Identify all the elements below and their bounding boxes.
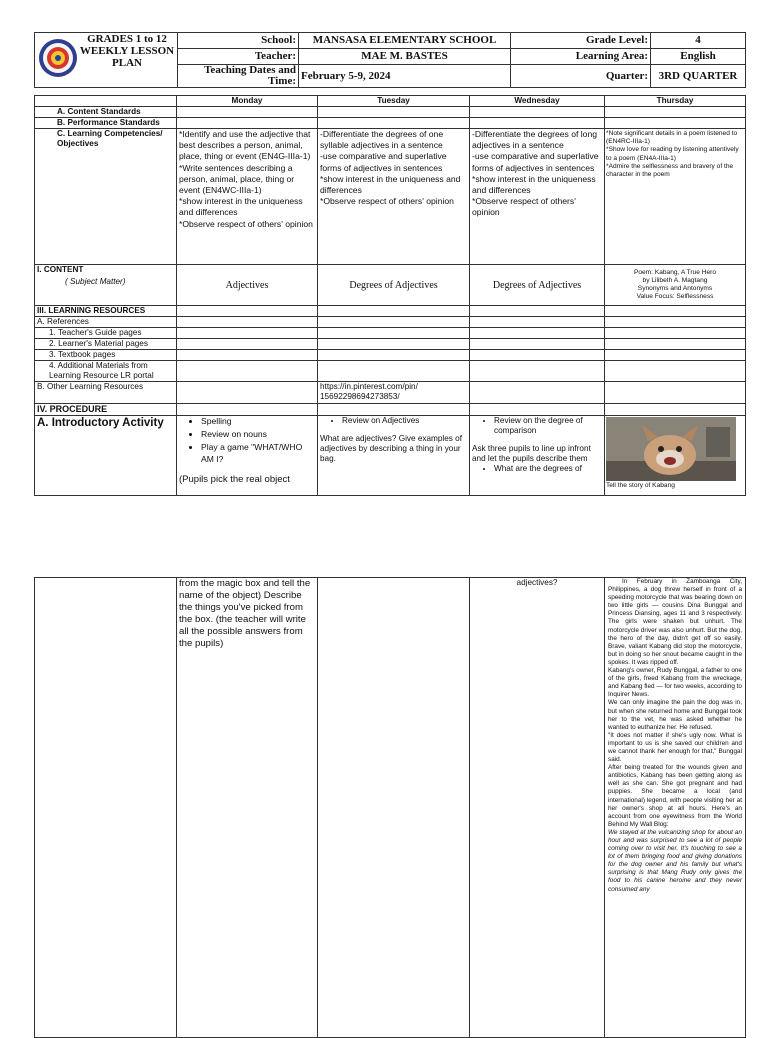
references-label: A. References	[35, 317, 177, 328]
day-tuesday: Tuesday	[318, 96, 470, 107]
day-thursday: Thursday	[605, 96, 746, 107]
school-value: MANSASA ELEMENTARY SCHOOL	[299, 33, 511, 49]
day-monday: Monday	[177, 96, 318, 107]
content-tuesday: Degrees of Adjectives	[318, 265, 470, 306]
content-wednesday: Degrees of Adjectives	[470, 265, 605, 306]
performance-standards-label: B. Performance Standards	[35, 118, 177, 129]
header-table	[34, 32, 746, 88]
competencies-tuesday: -Differentiate the degrees of one syllable adjectives in a sentence -use comparative and superlative forms of adjectives in sentences *show interest in the uniqueness and differences *Observe respect of others' opinion	[318, 129, 470, 265]
page2-monday: from the magic box and tell the name of the object) Describe the things you've picked from the box. (the teacher will write all the possible answers from the pupils)	[177, 578, 318, 1038]
competencies-label: C. Learning Competencies/ Objectives	[35, 129, 177, 265]
procedure-label: IV. PROCEDURE	[35, 404, 177, 416]
logo-title-cell	[35, 33, 178, 88]
content-label: I. CONTENT	[37, 265, 84, 274]
teacher-value: MAE M. BASTES	[299, 49, 511, 65]
other-resources-label: B. Other Learning Resources	[35, 382, 177, 404]
competencies-wednesday: -Differentiate the degrees of long adjectives in a sentence -use comparative and superlative forms of adjectives in sentences *show interest in the uniqueness and differences *Observe respect of others' opinion	[470, 129, 605, 265]
intro-monday: • Spelling • Review on nouns • Play a game "WHAT/WHO AM I? (Pupils pick the real object	[177, 416, 318, 496]
thursday-caption: Tell the story of Kabang	[606, 482, 675, 489]
intro-tuesday: • Review on Adjectives What are adjectives? Give examples of adjectives by describing a thing in your bag.	[318, 416, 470, 496]
quarter-value: 3RD QUARTER	[651, 65, 746, 88]
teacher-label: Teacher:	[178, 49, 299, 65]
additional-materials-label: 4. Additional Materials from Learning Resource LR portal	[35, 361, 177, 382]
intro-wednesday: • Review on the degree of comparison Ask three pupils to line up infront and let the pupils describe them • What are the degrees of	[470, 416, 605, 496]
quarter-label: Quarter:	[511, 65, 651, 88]
content-label-cell	[35, 265, 177, 306]
page2-wednesday: adjectives?	[470, 578, 605, 1038]
dates-value: February 5-9, 2024	[299, 65, 511, 88]
deped-seal-icon	[38, 38, 78, 78]
lesson-plan-table-continued	[34, 577, 746, 1038]
title-line-1: GRADES 1 to 12	[87, 33, 167, 45]
school-label: School:	[178, 33, 299, 49]
other-resources-tuesday-link[interactable]: https://in.pinterest.com/pin/ 15692298694273853/	[318, 382, 470, 404]
intro-thursday	[605, 416, 746, 496]
dates-label: Teaching Dates and Time:	[178, 65, 299, 88]
area-label: Learning Area:	[511, 49, 651, 65]
grade-value: 4	[651, 33, 746, 49]
competencies-monday: *Identify and use the adjective that best describes a person, animal, place, thing or event (EN4G-IIIa-1) *Write sentences describing a person, animal, place, thing or event (EN4WC-IIIa-1) *show interest in the uniqueness and differences *Observe respect of others' opinion	[177, 129, 318, 265]
title-line-2: WEEKLY LESSON	[79, 45, 175, 57]
content-standards-label: A. Content Standards	[35, 107, 177, 118]
content-monday: Adjectives	[177, 265, 318, 306]
grade-label: Grade Level:	[511, 33, 651, 49]
learners-material-label: 2. Learner's Material pages	[35, 339, 177, 350]
kabang-story: In February in Zamboanga City, Philippines, a dog threw herself in front of a speeding motorcycle that was bearing down on two little girls — cousins Dina Bunggal and Princess Diansing, ages 11 and 3 respectively. The girls were shaken but unhurt. The motorcycle driver was also unhurt. But the dog, the hero of the day, didn't get off so easily. Brave, valiant Kabang did stop the motorcycle, but in doing so her snout became caught in the spokes. It was ripped off. Kabang's owner, Rudy Bunggal, a father to one of the girls, freed Kabang from the wreckage, and Kabang fled — for two weeks, according to Inquirer News. We can only imagine the pain the dog was in, but when she returned home and Bunggal took her to the vet, he was asked whether he wanted to euthanize her. He refused. "It does not matter if she's ugly now. What is important to us is she saved our children and we cannot thank her enough for that," Bunggal said. After being treated for the wounds given and antibiotics, Kabang has been getting along as well as she can. She got pregnant and had puppies. She became a local (and international) legend, with people visiting her at her owner's shop at all hours. Here's an account from one eyewitness from the World Behind My Wall Blog: We stayed at the vulcanizing shop for about an hour and was surprised to see a lot of people coming over to visit her. It's touching to see a lot of them bringing food and giving donations for the dog owner and his family but what's surprising is that Mang Rudy only gives the food to his canine heroine and they never consumed any	[605, 578, 746, 1038]
lesson-plan-table	[34, 95, 746, 496]
area-value: English	[651, 49, 746, 65]
competencies-thursday: *Note significant details in a poem listened to (EN4RC-IIIa-1) *Show love for reading by listening attentively to a poem (EN4A-IIIa-1) *Admire the selflessness and bravery of the character in the poem	[605, 129, 746, 265]
teachers-guide-label: 1. Teacher's Guide pages	[35, 328, 177, 339]
kabang-dog-image	[606, 417, 736, 481]
day-wednesday: Wednesday	[470, 96, 605, 107]
subject-matter-label: ( Subject Matter)	[65, 277, 126, 286]
textbook-label: 3. Textbook pages	[35, 350, 177, 361]
content-thursday: Poem: Kabang, A True Hero by Lilibeth A. Magtang Synonyms and Antonyms Value Focus: Selflessness	[605, 265, 746, 306]
learning-resources-label: III. LEARNING RESOURCES	[35, 306, 177, 317]
intro-label: A. Introductory Activity	[35, 416, 177, 496]
title-line-3: PLAN	[112, 57, 142, 69]
